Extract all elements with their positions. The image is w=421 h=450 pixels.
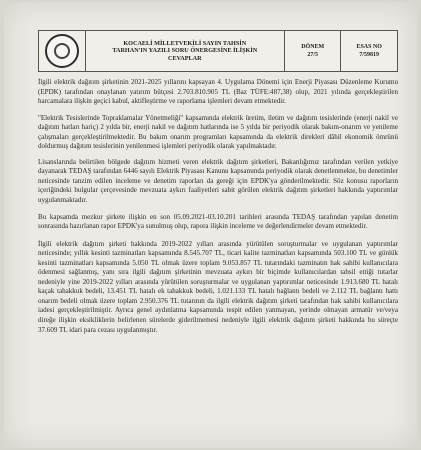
logo-cell bbox=[39, 31, 86, 71]
esas-no-label: ESAS NO bbox=[356, 44, 382, 50]
header-title-line: TARHAN'IN YAZILI SORU ÖNERGESİNE İLİŞKİN bbox=[112, 47, 258, 55]
answer-body bbox=[38, 78, 398, 342]
document-header bbox=[38, 30, 398, 72]
header-title-line: KOCAELİ MİLLETVEKİLİ SAYIN TAHSİN bbox=[123, 39, 247, 47]
kocaeli-seal-logo bbox=[45, 34, 79, 68]
document-page bbox=[4, 2, 417, 448]
paragraph-grounding-regulation: "Elektrik Tesislerinde Topraklamalar Yönetmeliği" kapsamında elektrik üretim, iletim ve dağıtım tesislerinde (enerji nakil ve dağıtım hatları hariç) 2 yılda bir, enerji nakil ve dağıtım hatlarında ise 5 yılda bir periyodik olarak bakım-onarım ve yenileme çalışmaları gerçekleştirilmektedir. Bu bakım onarım programları kapsamında da elektrik direkleri dâhil ekonomik ömrünü doldurmuş dağıtım tesislerinin yenilenmesi işlemleri periyodik olarak yapılmaktadır. bbox=[38, 113, 398, 151]
term-label: DÖNEM bbox=[301, 44, 325, 50]
esas-no-cell bbox=[341, 31, 397, 71]
paragraph-budget: İlgili elektrik dağıtım şirketinin 2021-2025 yıllarını kapsayan 4. Uygulama Dönemi için Enerji Piyasası Düzenleme Kurumu (EPDK) tarafından onaylanan yatırım bütçesi 2.703.810.905 TL (Baz TÜFE:487,38) olup, 2021 yılında gerçekleştirilen harcamalara ilişkin geçici kabul, aktifleştirme ve raporlama işlemleri devam etmektedir. bbox=[38, 78, 398, 106]
paragraph-inspections: Lisanslarında belirtilen bölgede dağıtım hizmeti veren elektrik dağıtım şirketleri, Bakanlığımız tarafından verilen yetkiye dayanarak TEDAŞ tarafından 6446 sayılı Elektrik Piyasası Kanunu kapsamında periyodik olarak denetlenmekte, bu denetimler neticesinde tanzim edilen inceleme ve denetim raporları da gereği için EPDK'ya gönderilmektedir. Söz konusu raporların içeriğindeki bulgular çerçevesinde mevzuata aykırı faaliyetleri sabit görülen elektrik dağıtım şirketleri hakkında yaptırımlar uygulanmaktadır. bbox=[38, 157, 398, 205]
paragraph-sanctions: İlgili elektrik dağıtım şirketi hakkında 2019-2022 yılları arasında yürütülen soruşturmalar ve uygulanan yaptırımlar neticesinde; yıllık kesinti tazminatları kapsamında 8.545.707 TL, ticari kalite tazminatları kapsamında 503.100 TL ve günlük kesinti tazminatları kapsamında 5.050 TL olmak üzere toplam 9.053.857 TL tutarındaki tazminatın hak sahibi kullanıcılara ödenmesi sağlanmış, yanı sıra ilgili dağıtım şirketinin mevzuata aykırı bir biçimde kullanıcılardan tahsil ettiği tutarlar nedeniyle yine 2019-2022 yılları arasında yürütülen soruşturmalar ve uygulanan yaptırımlar neticesinde 1.913.680 TL hatalı kaçak tahakkuk bedeli, 13.451 TL hatalı ek tahakkuk bedeli, 1.021.133 TL hatalı bağlantı bedeli ve 2.112 TL bağlantı hattı onarım bedeli olmak üzere toplam 2.950.376 TL tutarının da ilgili elektrik dağıtım şirketi tarafından hak sahibi kullanıcılara iadesi gerçekleştirilmiştir. Ayrıca genel aydınlatma kapsamında tespit edilen yanmayan, yerinde olmayan armatür ve/veya direğe ilişkin eksikliklerin belirlenen sürelerde giderilmemesi nedeniyle ilgili elektrik dağıtım şirketi hakkında bu süreçte 37.609 TL idari para cezası uygulanmıştır. bbox=[38, 239, 398, 334]
term-value: 27/5 bbox=[307, 52, 319, 58]
esas-no-value: 7/59819 bbox=[359, 52, 380, 58]
paragraph-latest-audit: Bu kapsamda mezkur şirkete ilişkin en son 05.09.2021-03.10.201 tarihleri arasında TEDAŞ tarafından yapılan denetim sonrasında hazırlanan rapor EPDK'ya sunulmuş olup, rapora ilişkin inceleme ve değerlendirmeler devam etmektedir. bbox=[38, 212, 398, 231]
term-cell bbox=[285, 31, 342, 71]
header-title bbox=[86, 31, 285, 71]
header-title-line: CEVAPLAR bbox=[167, 54, 202, 62]
